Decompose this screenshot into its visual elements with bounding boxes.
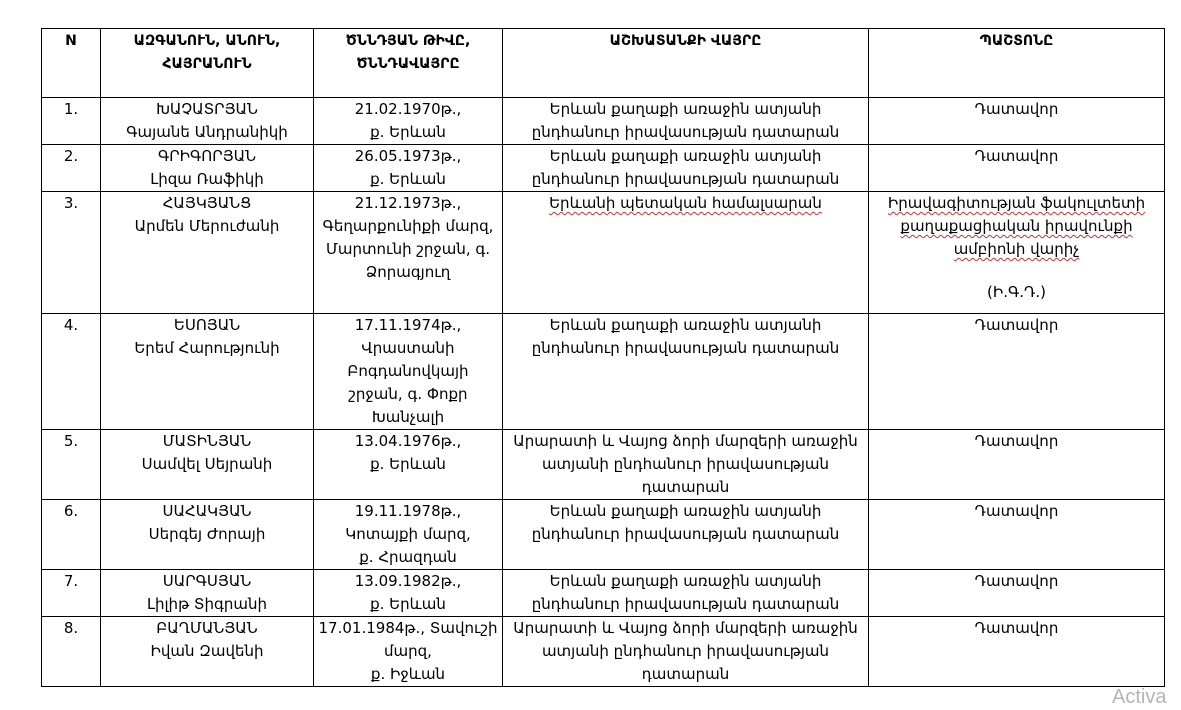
row-workplace: Երևան քաղաքի առաջին ատյանի ընդհանուր իրավասության դատարան xyxy=(503,98,869,145)
row-birth: 17.11.1974թ., Վրաստանի Բոգդանովկայի շրջան, գ. Փոքր Խանչալի xyxy=(314,314,503,430)
row-name: ՀԱՅԿՅԱՆՑ Արմեն Մերուժանի xyxy=(101,192,314,314)
row-workplace: Արարատի և Վայոց ձորի մարզերի առաջին ատյանի ընդհանուր իրավասության դատարան xyxy=(503,617,869,687)
table-row xyxy=(42,570,1165,617)
row-number: 2. xyxy=(42,145,101,192)
row-workplace: Երևան քաղաքի առաջին ատյանի ընդհանուր իրավասության դատարան xyxy=(503,145,869,192)
row-birth: 17.01.1984թ., Տավուշի մարզ, ք. Իջևան xyxy=(314,617,503,687)
row-position: Իրավագիտության ֆակուլտետի քաղաքացիական իրավունքի ամբիոնի վարիչ (Ի.Գ.Դ.) xyxy=(869,192,1165,314)
row-number: 4. xyxy=(42,314,101,430)
row-position: Դատավոր xyxy=(869,617,1165,687)
row-name: ԵՍՈՅԱՆ Երեմ Հարությունի xyxy=(101,314,314,430)
header-birth: ԾՆՆԴՅԱՆ ԹԻՎԸ, ԾՆՆԴԱՎԱՅՐԸ xyxy=(314,29,503,98)
academic-degree-note: (Ի.Գ.Դ.) xyxy=(987,283,1046,301)
row-position: Դատավոր xyxy=(869,314,1165,430)
header-position: ՊԱՇՏՈՆԸ xyxy=(869,29,1165,98)
row-birth: 19.11.1978թ., Կոտայքի մարզ, ք. Հրազդան xyxy=(314,500,503,570)
header-workplace: ԱՇԽԱՏԱՆՔԻ ՎԱՅՐԸ xyxy=(503,29,869,98)
row-workplace: Արարատի և Վայոց ձորի մարզերի առաջին ատյանի ընդհանուր իրավասության դատարան xyxy=(503,430,869,500)
row-name: ՍԱՀԱԿՅԱՆ Սերգեյ Ժորայի xyxy=(101,500,314,570)
row-birth: 21.12.1973թ., Գեղարքունիքի մարզ, Մարտունի շրջան, գ. Ձորագյուղ xyxy=(314,192,503,314)
table-row xyxy=(42,98,1165,145)
row-workplace: Երևան քաղաքի առաջին ատյանի ընդհանուր իրավասության դատարան xyxy=(503,314,869,430)
row-position: Դատավոր xyxy=(869,430,1165,500)
row-birth: 21.02.1970թ., ք. Երևան xyxy=(314,98,503,145)
row-position: Դատավոր xyxy=(869,570,1165,617)
row-birth: 26.05.1973թ., ք. Երևան xyxy=(314,145,503,192)
row-number: 3. xyxy=(42,192,101,314)
row-workplace: Երևան քաղաքի առաջին ատյանի ընդհանուր իրավասության դատարան xyxy=(503,500,869,570)
row-name: ԽԱՉԱՏՐՅԱՆ Գայանե Անդրանիկի xyxy=(101,98,314,145)
row-name: ՄԱՏԻՆՅԱՆ Սամվել Սեյրանի xyxy=(101,430,314,500)
row-birth: 13.09.1982թ., ք. Երևան xyxy=(314,570,503,617)
row-name: ԳՐԻԳՈՐՅԱՆ Լիզա Ռաֆիկի xyxy=(101,145,314,192)
table-row xyxy=(42,500,1165,570)
row-name: ՍԱՐԳՍՅԱՆ Լիլիթ Տիգրանի xyxy=(101,570,314,617)
table-row xyxy=(42,192,1165,314)
candidates-table xyxy=(41,28,1165,687)
row-number: 6. xyxy=(42,500,101,570)
table-row xyxy=(42,617,1165,687)
table-row xyxy=(42,145,1165,192)
row-number: 8. xyxy=(42,617,101,687)
header-name: ԱԶԳԱՆՈՒՆ, ԱՆՈՒՆ, ՀԱՅՐԱՆՈՒՆ xyxy=(101,29,314,98)
header-number: N xyxy=(42,29,101,98)
row-position: Դատավոր xyxy=(869,145,1165,192)
row-number: 5. xyxy=(42,430,101,500)
header-row xyxy=(42,29,1165,98)
row-name: ԲԱՂՄԱՆՅԱՆ Իվան Զավենի xyxy=(101,617,314,687)
table-row xyxy=(42,430,1165,500)
row-birth: 13.04.1976թ., ք. Երևան xyxy=(314,430,503,500)
table-row xyxy=(42,314,1165,430)
row-workplace: Երևանի պետական համալսարան xyxy=(503,192,869,314)
row-number: 1. xyxy=(42,98,101,145)
row-workplace: Երևան քաղաքի առաջին ատյանի ընդհանուր իրավասության դատարան xyxy=(503,570,869,617)
activation-watermark: Activa xyxy=(1112,686,1167,708)
row-position: Դատավոր xyxy=(869,98,1165,145)
row-number: 7. xyxy=(42,570,101,617)
row-position: Դատավոր xyxy=(869,500,1165,570)
